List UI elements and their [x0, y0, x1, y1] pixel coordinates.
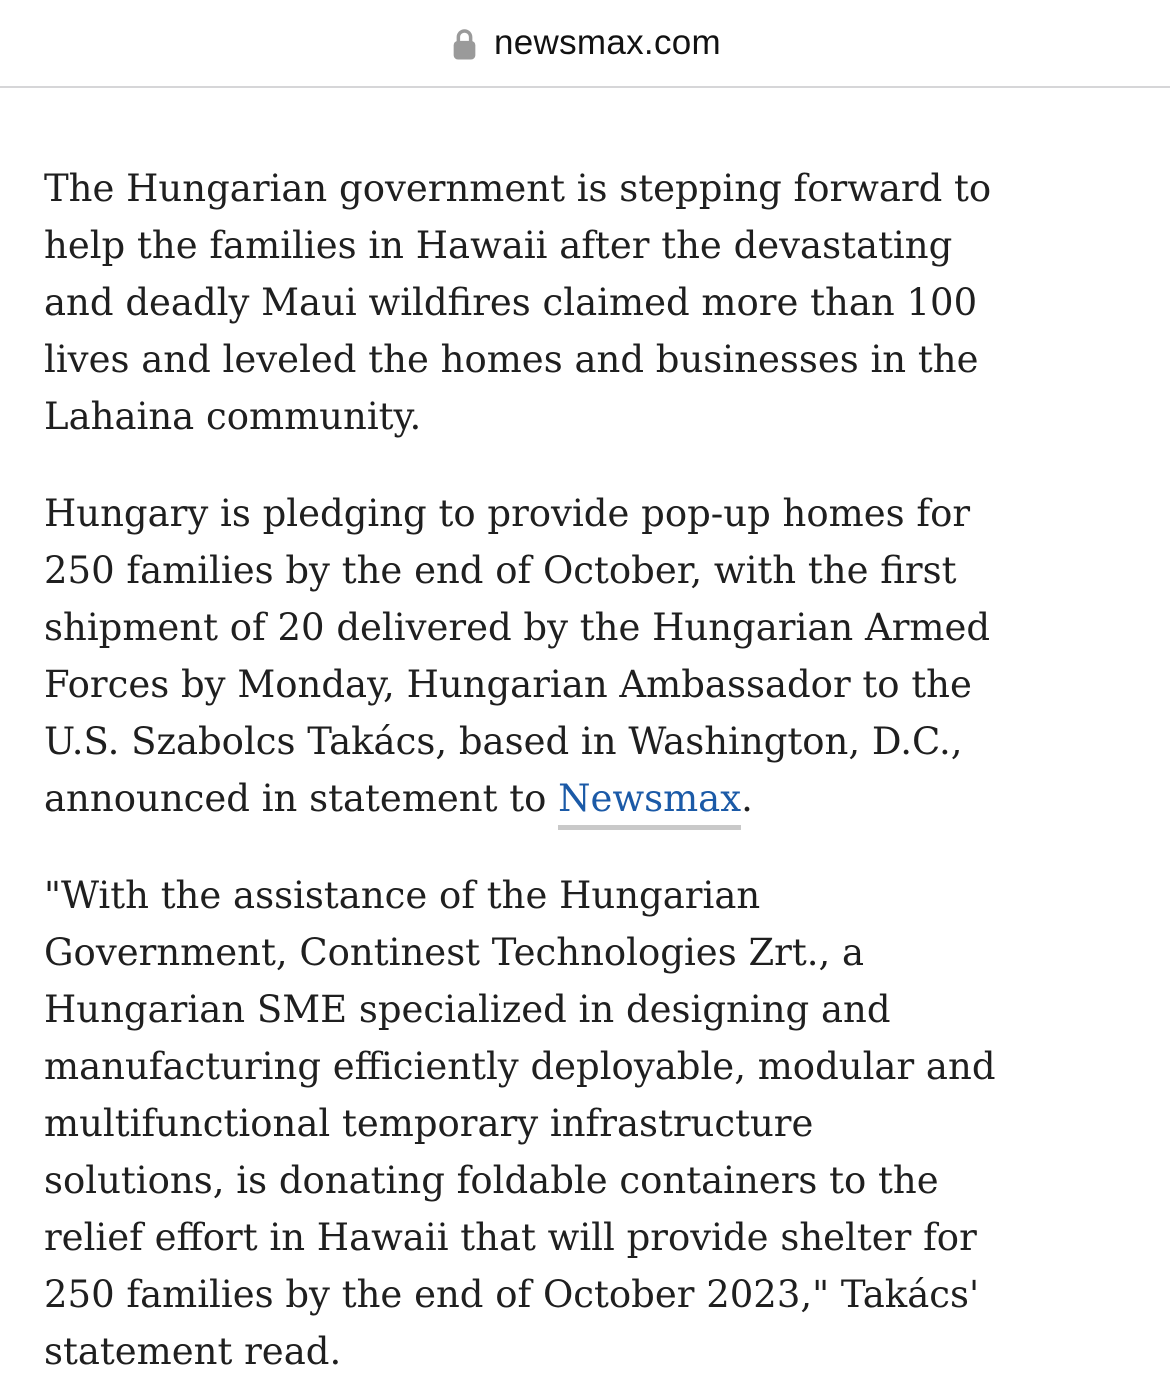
article-line: manufacturing efficiently deployable, modular and	[44, 1045, 996, 1088]
article-line: statement read.	[44, 1330, 342, 1373]
article-line: relief effort in Hawaii that will provide shelter for	[44, 1216, 977, 1259]
url-text: newsmax.com	[494, 23, 721, 62]
link-suffix-text: .	[741, 777, 753, 820]
article-line: lives and leveled the homes and businesses in the	[44, 338, 979, 381]
article-body	[0, 88, 1170, 1380]
article-line: shipment of 20 delivered by the Hungarian Armed	[44, 606, 991, 649]
article-line-with-link	[44, 777, 753, 830]
paragraph-2	[44, 485, 1130, 827]
article-line: Lahaina community.	[44, 395, 422, 438]
lock-icon	[449, 26, 480, 63]
article-line: multifunctional temporary infrastructure	[44, 1102, 814, 1145]
paragraph-3	[44, 867, 1130, 1380]
article-line: U.S. Szabolcs Takács, based in Washington, D.C.,	[44, 720, 963, 763]
article-line: help the families in Hawaii after the devastating	[44, 224, 953, 267]
article-line: The Hungarian government is stepping forward to	[44, 167, 992, 210]
article-line: solutions, is donating foldable containers to the	[44, 1159, 939, 1202]
article-line: and deadly Maui wildfires claimed more than 100	[44, 281, 978, 324]
paragraph-1	[44, 160, 1130, 445]
link-prefix-text: announced in statement to	[44, 777, 559, 820]
article-line: Hungary is pledging to provide pop-up homes for	[44, 492, 971, 535]
newsmax-link[interactable]: Newsmax	[558, 777, 741, 830]
article-line: Forces by Monday, Hungarian Ambassador to the	[44, 663, 972, 706]
article-line: Hungarian SME specialized in designing and	[44, 988, 891, 1031]
article-line: 250 families by the end of October, with the first	[44, 549, 957, 592]
article-line: 250 families by the end of October 2023," Takács'	[44, 1273, 980, 1316]
article-line: Government, Continest Technologies Zrt., a	[44, 931, 865, 974]
browser-address-bar[interactable]	[0, 0, 1170, 88]
article-line: "With the assistance of the Hungarian	[44, 874, 761, 917]
